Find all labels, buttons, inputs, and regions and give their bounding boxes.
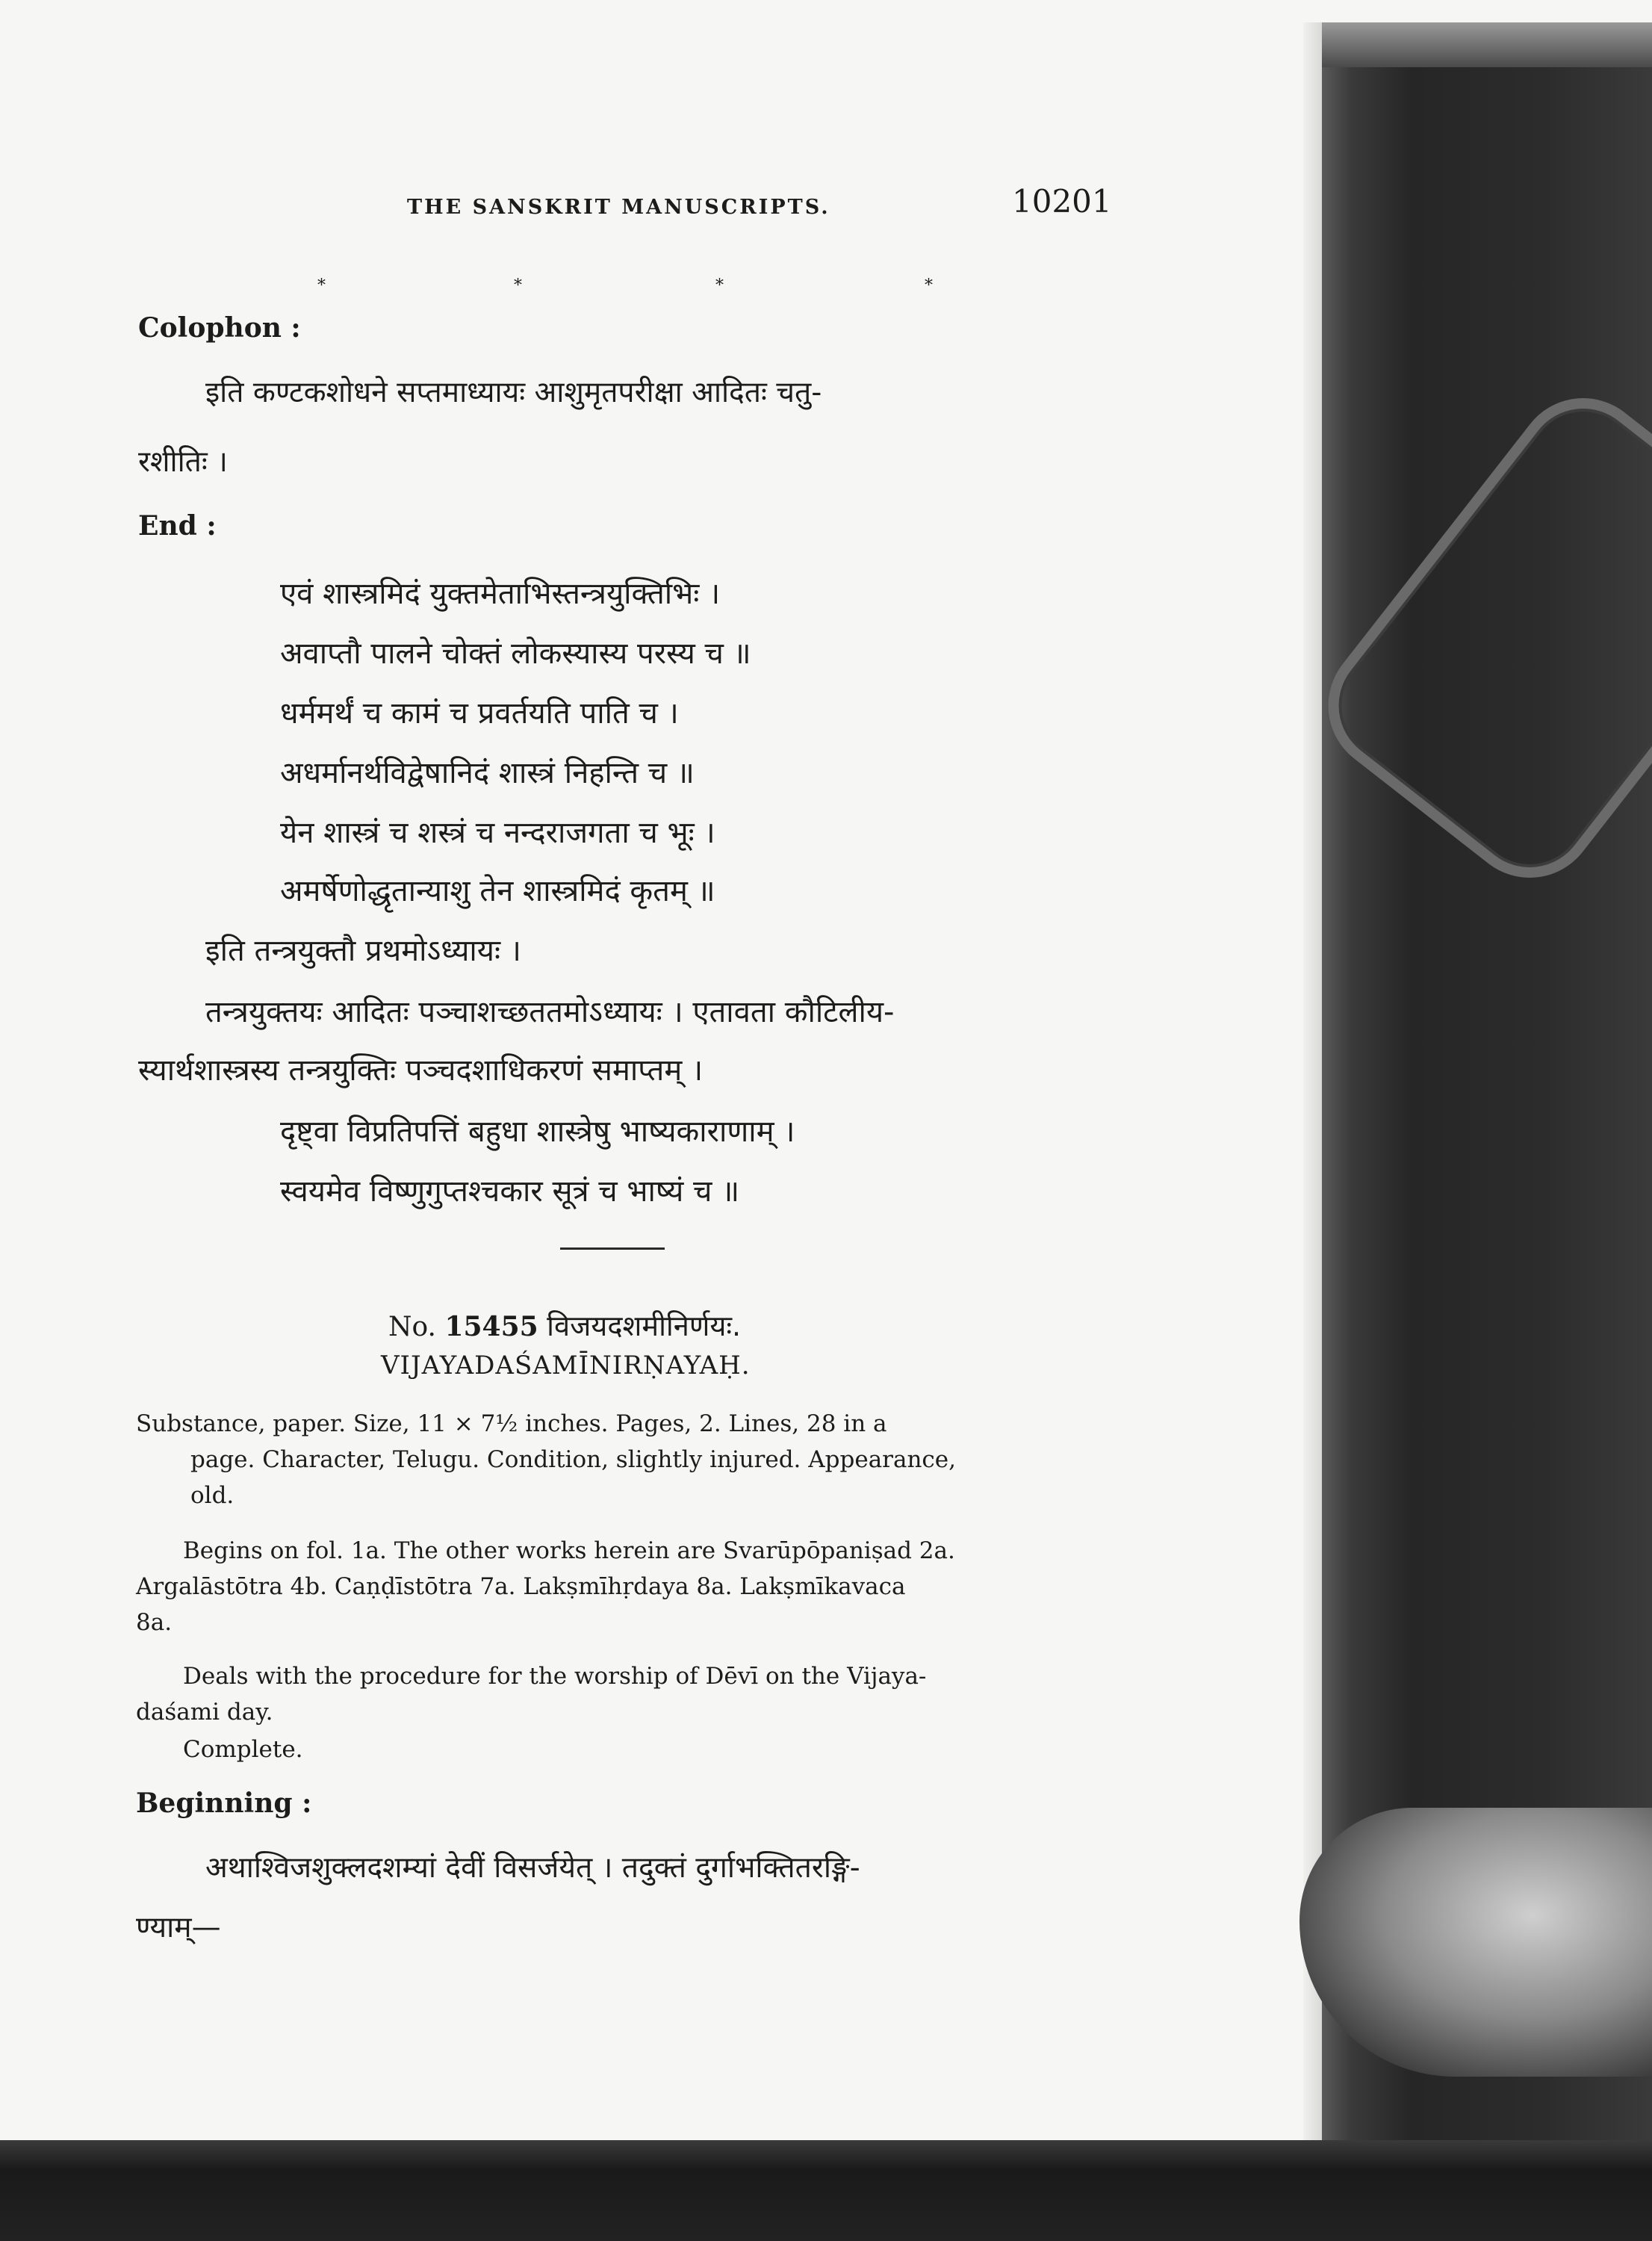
separator-star: * — [715, 276, 724, 295]
thumb-shadow — [1299, 1808, 1652, 2077]
verse-line: अमर्षेणोद्धृतान्याशु तेन शास्त्रमिदं कृतम् ॥ — [280, 874, 715, 908]
begins-line: Argalāstōtra 4b. Caṇḍīstōtra 7a. Lakṣmīhṛdaya 8a. Lakṣmīkavaca — [136, 1573, 906, 1600]
description-line: old. — [190, 1482, 235, 1509]
verse-line: अधर्मानर्थविद्वेषानिदं शास्त्रं निहन्ति च ॥ — [280, 756, 695, 790]
binder-top — [1322, 22, 1652, 67]
deals-line: Deals with the procedure for the worship of Dēvī on the Vijaya- — [183, 1663, 927, 1690]
description-line: Substance, paper. Size, 11 × 7½ inches. Pages, 2. Lines, 28 in a — [136, 1410, 887, 1437]
bottom-dark-band — [0, 2140, 1652, 2241]
prose-line: स्यार्थशास्त्रस्य तन्त्रयुक्तिः पञ्चदशाधिकरणं समाप्तम् । — [138, 1053, 704, 1088]
page-edge — [1303, 22, 1324, 2144]
colophon-label: Colophon : — [138, 312, 301, 344]
entry-title-devanagari: विजयदशमीनिर्णयः. — [547, 1309, 742, 1342]
verse-line: दृष्ट्वा विप्रतिपत्तिं बहुधा शास्त्रेषु भाष्यकाराणाम् । — [280, 1115, 795, 1149]
beginning-line: ण्याम्— — [136, 1911, 221, 1944]
running-header: THE SANSKRIT MANUSCRIPTS. — [407, 196, 830, 219]
entry-heading — [388, 1306, 741, 1345]
separator-star: * — [317, 276, 326, 295]
section-rule — [560, 1247, 665, 1250]
colophon-line: रशीतिः । — [138, 445, 228, 479]
end-label: End : — [138, 510, 217, 542]
verse-line: अवाप्तौ पालने चोक्तं लोकस्यास्य परस्य च ॥ — [280, 636, 751, 671]
beginning-line: अथाश्विजशुक्लदशम्यां देवीं विसर्जयेत् । तदुक्तं दुर्गाभक्तितरङ्गि- — [205, 1851, 860, 1885]
begins-line: 8a. — [136, 1609, 173, 1636]
verse-line: येन शास्त्रं च शस्त्रं च नन्दराजगता च भूः । — [280, 816, 715, 850]
entry-no-label: No. — [388, 1312, 436, 1342]
page-number: 10201 — [1012, 183, 1112, 220]
colophon-line: इति कण्टकशोधने सप्तमाध्यायः आशुमृतपरीक्षा आदितः चतु- — [205, 376, 822, 409]
prose-line: तन्त्रयुक्तयः आदितः पञ्चाशच्छततमोऽध्यायः । एतावता कौटिलीय- — [205, 995, 895, 1029]
deals-line: daśami day. — [136, 1699, 273, 1726]
verse-line: स्वयमेव विष्णुगुप्तश्चकार सूत्रं च भाष्यं च ॥ — [280, 1174, 740, 1209]
verse-line: एवं शास्त्रमिदं युक्तमेताभिस्तन्त्रयुक्तिभिः । — [280, 577, 721, 611]
separator-star: * — [514, 276, 522, 295]
beginning-label: Beginning : — [136, 1788, 312, 1819]
begins-line: Begins on fol. 1a. The other works herein are Svarūpōpaniṣad 2a. — [183, 1537, 955, 1564]
complete-text: Complete. — [183, 1736, 303, 1763]
description-line: page. Character, Telugu. Condition, slightly injured. Appearance, — [190, 1446, 956, 1473]
verse-line: धर्ममर्थं च कामं च प्रवर्तयति पाति च । — [280, 696, 679, 731]
entry-title-roman: VIJAYADAŚAMĪNIRṆAYAḤ. — [381, 1351, 751, 1380]
entry-number: 15455 — [444, 1311, 538, 1342]
separator-star: * — [925, 276, 933, 295]
iti-line: इति तन्त्रयुक्तौ प्रथमोऽध्यायः । — [205, 934, 521, 968]
